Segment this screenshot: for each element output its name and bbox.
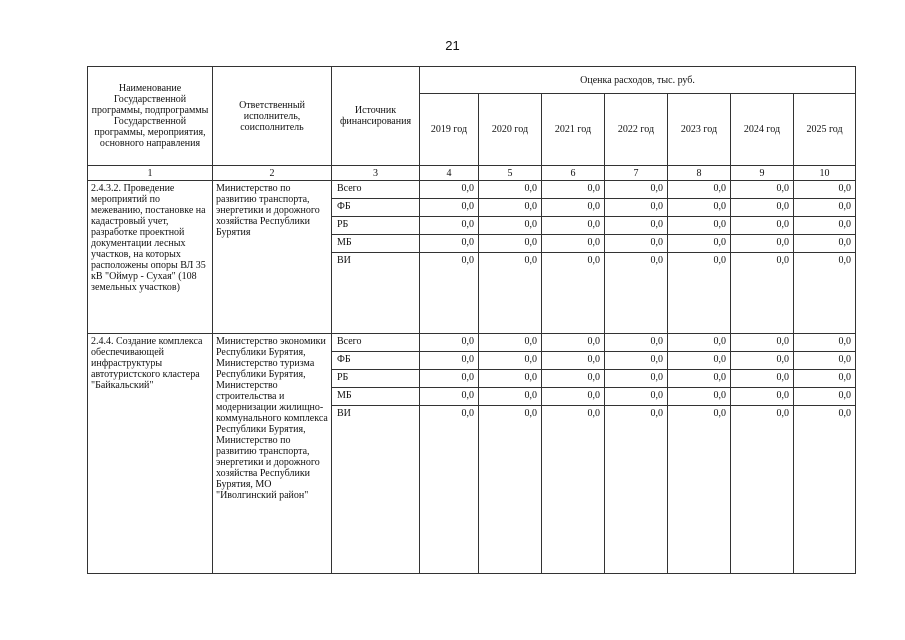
amount-cell: 0,0 — [668, 217, 731, 235]
amount-cell: 0,0 — [731, 253, 794, 334]
header-year: 2021 год — [542, 94, 605, 166]
amount-cell: 0,0 — [479, 199, 542, 217]
column-number: 7 — [605, 166, 668, 181]
header-year: 2022 год — [605, 94, 668, 166]
funding-source: ФБ — [332, 352, 420, 370]
amount-cell: 0,0 — [542, 334, 605, 352]
amount-cell: 0,0 — [542, 199, 605, 217]
amount-cell: 0,0 — [668, 235, 731, 253]
column-number: 6 — [542, 166, 605, 181]
header-name: Наименование Государственной программы, подпрограммы Государственной программы, мероприятия, основного направления — [88, 67, 213, 166]
amount-cell: 0,0 — [542, 406, 605, 574]
header-year: 2019 год — [420, 94, 479, 166]
amount-cell: 0,0 — [542, 181, 605, 199]
header-year: 2020 год — [479, 94, 542, 166]
amount-cell: 0,0 — [794, 217, 856, 235]
amount-cell: 0,0 — [605, 388, 668, 406]
amount-cell: 0,0 — [420, 235, 479, 253]
header-source: Источник финансирования — [332, 67, 420, 166]
funding-source: МБ — [332, 388, 420, 406]
amount-cell: 0,0 — [668, 253, 731, 334]
funding-source: Всего — [332, 334, 420, 352]
amount-cell: 0,0 — [605, 406, 668, 574]
amount-cell: 0,0 — [420, 334, 479, 352]
column-number: 5 — [479, 166, 542, 181]
column-number: 3 — [332, 166, 420, 181]
amount-cell: 0,0 — [668, 334, 731, 352]
activity-name: 2.4.4. Создание комплекса обеспечивающей инфраструктуры автотуристского кластера "Байкальский" — [88, 334, 213, 574]
funding-source: ВИ — [332, 253, 420, 334]
header-year: 2024 год — [731, 94, 794, 166]
amount-cell: 0,0 — [420, 253, 479, 334]
table-row — [88, 334, 856, 352]
amount-cell: 0,0 — [731, 217, 794, 235]
amount-cell: 0,0 — [794, 406, 856, 574]
column-number: 4 — [420, 166, 479, 181]
header-responsible: Ответственный исполнитель, соисполнитель — [213, 67, 332, 166]
amount-cell: 0,0 — [420, 352, 479, 370]
amount-cell: 0,0 — [794, 181, 856, 199]
amount-cell: 0,0 — [542, 370, 605, 388]
amount-cell: 0,0 — [420, 181, 479, 199]
column-number: 2 — [213, 166, 332, 181]
funding-source: РБ — [332, 217, 420, 235]
funding-source: ВИ — [332, 406, 420, 574]
funding-source: Всего — [332, 181, 420, 199]
amount-cell: 0,0 — [605, 217, 668, 235]
amount-cell: 0,0 — [542, 388, 605, 406]
budget-table — [87, 66, 856, 574]
amount-cell: 0,0 — [605, 334, 668, 352]
amount-cell: 0,0 — [668, 388, 731, 406]
amount-cell: 0,0 — [479, 370, 542, 388]
amount-cell: 0,0 — [420, 217, 479, 235]
amount-cell: 0,0 — [542, 352, 605, 370]
amount-cell: 0,0 — [668, 406, 731, 574]
amount-cell: 0,0 — [479, 253, 542, 334]
amount-cell: 0,0 — [794, 388, 856, 406]
amount-cell: 0,0 — [731, 352, 794, 370]
amount-cell: 0,0 — [731, 370, 794, 388]
amount-cell: 0,0 — [420, 199, 479, 217]
amount-cell: 0,0 — [605, 181, 668, 199]
amount-cell: 0,0 — [668, 352, 731, 370]
amount-cell: 0,0 — [794, 370, 856, 388]
amount-cell: 0,0 — [542, 253, 605, 334]
column-number: 9 — [731, 166, 794, 181]
header-year: 2025 год — [794, 94, 856, 166]
amount-cell: 0,0 — [794, 352, 856, 370]
amount-cell: 0,0 — [605, 352, 668, 370]
amount-cell: 0,0 — [542, 217, 605, 235]
responsible-executor: Министерство экономики Республики Бурятия, Министерство туризма Республики Бурятия, Министерство строительства и модернизации жилищно-коммунального комплекса Республики Бурятия, Министерство по развитию транспорта, энергетики и дорожного хозяйства Республики Бурятия, МО "Иволгинский район" — [213, 334, 332, 574]
amount-cell: 0,0 — [479, 217, 542, 235]
header-estimate: Оценка расходов, тыс. руб. — [420, 67, 856, 94]
amount-cell: 0,0 — [794, 253, 856, 334]
amount-cell: 0,0 — [731, 334, 794, 352]
amount-cell: 0,0 — [731, 406, 794, 574]
amount-cell: 0,0 — [420, 388, 479, 406]
amount-cell: 0,0 — [479, 406, 542, 574]
column-number: 1 — [88, 166, 213, 181]
amount-cell: 0,0 — [731, 181, 794, 199]
amount-cell: 0,0 — [479, 235, 542, 253]
amount-cell: 0,0 — [731, 388, 794, 406]
column-numbers-row — [88, 166, 856, 181]
activity-name: 2.4.3.2. Проведение мероприятий по межеванию, постановке на кадастровый учет, разработке проектной документации лесных участков, на которых расположены опоры ВЛ 35 кВ "Оймур - Сухая" (108 земельных участков) — [88, 181, 213, 334]
amount-cell: 0,0 — [479, 352, 542, 370]
amount-cell: 0,0 — [479, 334, 542, 352]
column-number: 8 — [668, 166, 731, 181]
amount-cell: 0,0 — [420, 406, 479, 574]
funding-source: МБ — [332, 235, 420, 253]
page-number: 21 — [445, 38, 460, 53]
amount-cell: 0,0 — [794, 199, 856, 217]
amount-cell: 0,0 — [542, 235, 605, 253]
amount-cell: 0,0 — [794, 235, 856, 253]
column-number: 10 — [794, 166, 856, 181]
amount-cell: 0,0 — [605, 253, 668, 334]
amount-cell: 0,0 — [731, 199, 794, 217]
amount-cell: 0,0 — [794, 334, 856, 352]
funding-source: РБ — [332, 370, 420, 388]
amount-cell: 0,0 — [668, 181, 731, 199]
amount-cell: 0,0 — [668, 370, 731, 388]
amount-cell: 0,0 — [605, 235, 668, 253]
amount-cell: 0,0 — [605, 370, 668, 388]
amount-cell: 0,0 — [479, 181, 542, 199]
amount-cell: 0,0 — [605, 199, 668, 217]
table-row — [88, 181, 856, 199]
amount-cell: 0,0 — [731, 235, 794, 253]
amount-cell: 0,0 — [668, 199, 731, 217]
funding-source: ФБ — [332, 199, 420, 217]
responsible-executor: Министерство по развитию транспорта, энергетики и дорожного хозяйства Республики Бурятия — [213, 181, 332, 334]
header-year: 2023 год — [668, 94, 731, 166]
amount-cell: 0,0 — [420, 370, 479, 388]
amount-cell: 0,0 — [479, 388, 542, 406]
